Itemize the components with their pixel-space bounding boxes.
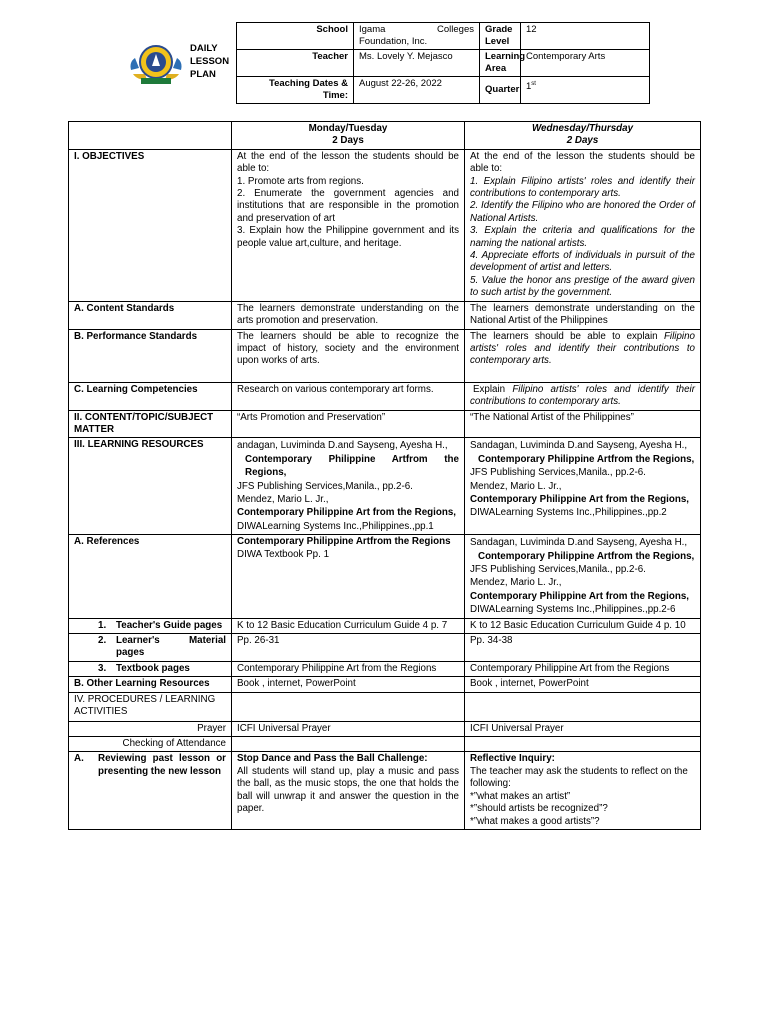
content-standards-row: [69, 301, 701, 329]
daily-lesson-plan-label: DAILY LESSON PLAN: [190, 43, 230, 80]
content-topic-row: [69, 410, 701, 438]
learning-competencies-monday: Research on various contemporary art forms.: [232, 382, 465, 410]
wednesday-thursday-header: Wednesday/Thursday 2 Days: [465, 122, 701, 150]
prayer-monday: ICFI Universal Prayer: [232, 721, 465, 736]
quarter-label: Quarter: [480, 77, 521, 104]
other-resources-label: B. Other Learning Resources: [69, 677, 232, 692]
other-resources-row: [69, 677, 701, 692]
references-row: [69, 535, 701, 618]
school-value: Igama Colleges Foundation, Inc.: [354, 23, 480, 50]
textbook-pages-row: [69, 661, 701, 676]
objectives-row: [69, 149, 701, 301]
textbook-pages-monday: Contemporary Philippine Art from the Regions: [232, 661, 465, 676]
learning-resources-wednesday: Sandagan, Luviminda D.and Sayseng, Ayesha H., Contemporary Philippine Artfrom the Regions, JFS Publishing Services,Manila., pp.2-6. Mendez, Mario L. Jr., Contemporary Philippine Art from the Regions, DIWALearning Systems Inc.,Philippines.,pp.2: [465, 438, 701, 535]
objectives-label: I. OBJECTIVES: [69, 149, 232, 301]
performance-standards-monday: The learners should be able to recognize the impact of history, society and the environment upon works of arts.: [232, 329, 465, 382]
quarter-value: 1st: [521, 77, 650, 104]
header-info-table: [236, 22, 650, 104]
learning-competencies-label: C. Learning Competencies: [69, 382, 232, 410]
procedures-row: [69, 692, 701, 721]
content-topic-wednesday: “The National Artist of the Philippines”: [465, 410, 701, 438]
references-wednesday: Sandagan, Luviminda D.and Sayseng, Ayesha H., Contemporary Philippine Artfrom the Regions, JFS Publishing Services,Manila., pp.2-6. Mendez, Mario L. Jr., Contemporary Philippine Art from the Regions, DIWALearning Systems Inc.,Philippines.,pp.2-6: [465, 535, 701, 618]
performance-standards-wednesday: The learners should be able to explain Filipino artists' roles and identify their contributions to contemporary arts.: [465, 329, 701, 382]
procedures-label: IV. PROCEDURES / LEARNING ACTIVITIES: [69, 692, 232, 721]
teachers-guide-wednesday: K to 12 Basic Education Curriculum Guide 4 p. 10: [465, 618, 701, 633]
learners-material-monday: Pp. 26-31: [232, 634, 465, 662]
other-resources-wednesday: Book , internet, PowerPoint: [465, 677, 701, 692]
references-monday: Contemporary Philippine Artfrom the Regions DIWA Textbook Pp. 1: [232, 535, 465, 618]
learning-area-label: Learning Area: [480, 50, 521, 77]
learners-material-row: [69, 634, 701, 662]
objectives-wednesday: At the end of the lesson the students should be able to: 1. Explain Filipino artists' roles and identify their contributions to contemporary arts. 2. Identify the Filipino who are honored the Order of National Artists. 3. Explain the criteria and qualifications for the naming the national artists. 4. Appreciate efforts of individuals in pursuit of the development of artist and letters. 5. Value the honor ans prestige of the award given to such artist by the government.: [465, 149, 701, 301]
content-standards-wednesday: The learners demonstrate understanding on the National Artist of the Philippines: [465, 301, 701, 329]
attendance-label: Checking of Attendance: [69, 737, 232, 752]
grade-level-label: Grade Level: [480, 23, 521, 50]
textbook-pages-label: 3. Textbook pages: [69, 661, 232, 676]
other-resources-monday: Book , internet, PowerPoint: [232, 677, 465, 692]
review-monday: Stop Dance and Pass the Ball Challenge: All students will stand up, play a music and pass the ball, as the music stops, the one that holds the ball will unwrap it and answer the question in the paper.: [232, 752, 465, 829]
school-seal-logo: [127, 40, 185, 86]
learning-area-value: Contemporary Arts: [521, 50, 650, 77]
performance-standards-label: B. Performance Standards: [69, 329, 232, 382]
monday-tuesday-header: Monday/Tuesday 2 Days: [232, 122, 465, 150]
content-topic-label: II. CONTENT/TOPIC/SUBJECT MATTER: [69, 410, 232, 438]
performance-standards-row: [69, 329, 701, 382]
learning-resources-monday: andagan, Luviminda D.and Sayseng, Ayesha H., Contemporary Philippine Artfrom the Regions, JFS Publishing Services,Manila., pp.2-6. Mendez, Mario L. Jr., Contemporary Philippine Art from the Regions, DIWALearning Systems Inc.,Philippines.,pp.1: [232, 438, 465, 535]
learning-resources-label: III. LEARNING RESOURCES: [69, 438, 232, 535]
references-label: A. References: [69, 535, 232, 618]
objectives-monday: At the end of the lesson the students should be able to: 1. Promote arts from regions. 2. Enumerate the government agencies and institutions that are responsible in the promotion and preservation of art 3. Explain how the Philippine government and its people value art,culture, and heritage.: [232, 149, 465, 301]
textbook-pages-wednesday: Contemporary Philippine Art from the Regions: [465, 661, 701, 676]
school-label: School: [237, 23, 354, 50]
teachers-guide-label: 1. Teacher's Guide pages: [69, 618, 232, 633]
learning-resources-row: [69, 438, 701, 535]
prayer-wednesday: ICFI Universal Prayer: [465, 721, 701, 736]
teaching-dates-value: August 22-26, 2022: [354, 77, 480, 104]
content-standards-monday: The learners demonstrate understanding on the arts promotion and preservation.: [232, 301, 465, 329]
review-row: [69, 752, 701, 829]
column-header-row: [69, 122, 701, 150]
teacher-value: Ms. Lovely Y. Mejasco: [354, 50, 480, 77]
content-topic-monday: “Arts Promotion and Preservation”: [232, 410, 465, 438]
grade-level-value: 12: [521, 23, 650, 50]
review-label: A. Reviewing past lesson or presenting the new lesson: [69, 752, 232, 829]
lesson-plan-table: [68, 121, 701, 830]
prayer-row: [69, 721, 701, 736]
teachers-guide-row: [69, 618, 701, 633]
teachers-guide-monday: K to 12 Basic Education Curriculum Guide 4 p. 7: [232, 618, 465, 633]
teaching-dates-label: Teaching Dates & Time:: [237, 77, 354, 104]
learners-material-label: 2. Learner's Material pages: [69, 634, 232, 662]
learners-material-wednesday: Pp. 34-38: [465, 634, 701, 662]
content-standards-label: A. Content Standards: [69, 301, 232, 329]
attendance-row: [69, 737, 701, 752]
learning-competencies-wednesday: Explain Filipino artists' roles and identify their contributions to contemporary arts.: [465, 382, 701, 410]
prayer-label: Prayer: [69, 721, 232, 736]
teacher-label: Teacher: [237, 50, 354, 77]
review-wednesday: Reflective Inquiry: The teacher may ask the students to reflect on the following: *”what makes an artist” *”should artists be recognized”? *”what makes a good artists”?: [465, 752, 701, 829]
learning-competencies-row: [69, 382, 701, 410]
